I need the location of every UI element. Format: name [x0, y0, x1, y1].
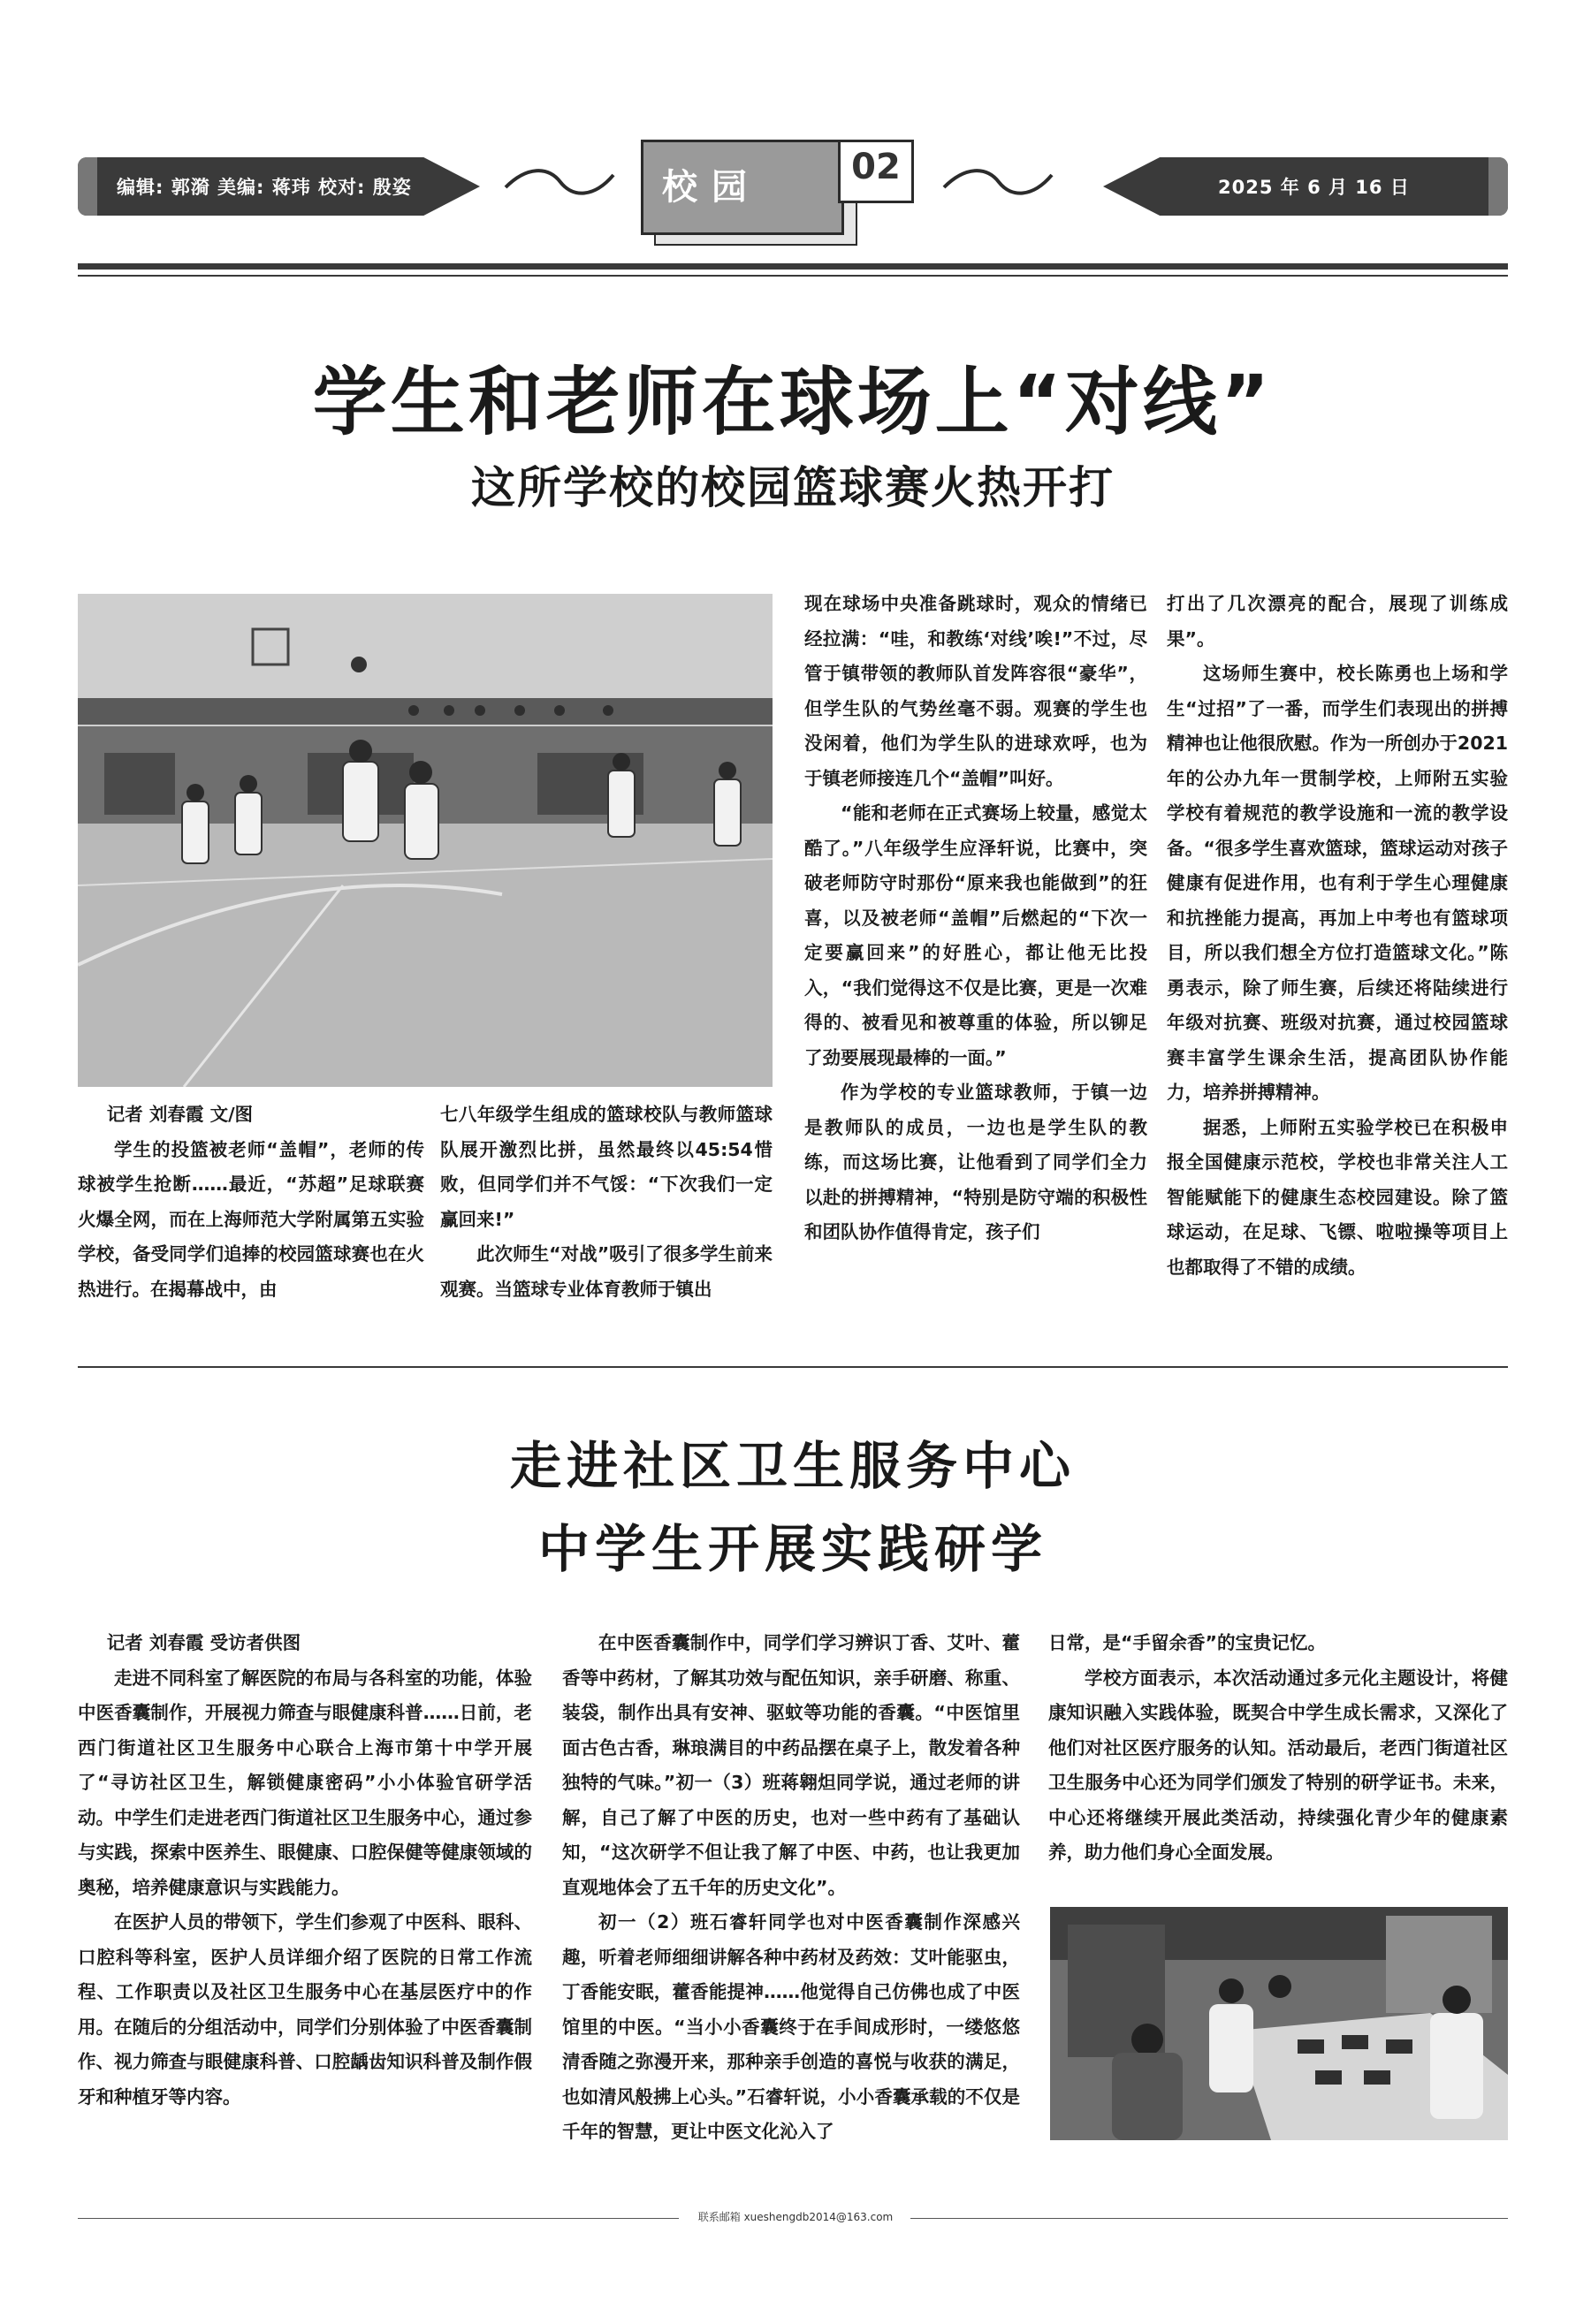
article2-title-line1: 走进社区卫生服务中心	[509, 1436, 1076, 1496]
article1-column-4	[1167, 587, 1508, 1285]
masthead-right-pencil-cap	[1488, 157, 1508, 216]
article1-byline: 记者 刘春霞 文/图	[106, 1104, 254, 1125]
article1-column-3	[804, 587, 1147, 1250]
article1-paragraph: 作为学校的专业篮球教师，于镇一边是教师队的成员，一边也是学生队的教练，而这场比赛，让他看到了同学们全力以赴的拼搏精神，“特别是防守端的积极性和团队协作值得肯定，孩子们	[804, 1082, 1147, 1242]
article1-paragraph: 学生的投篮被老师“盖帽”，老师的传球被学生抢断……最近，“苏超”足球联赛火爆全网，而在上海师范大学附属第五实验学校，备受同学们追捧的校园篮球赛也在火热进行。在揭幕战中，由	[78, 1138, 424, 1300]
article2-byline: 记者 刘春霞 受访者供图	[106, 1632, 301, 1653]
article1-title: 学生和老师在球场上“对线”	[312, 359, 1274, 445]
article1-paragraph: 这场师生赛中，校长陈勇也上场和学生“过招”了一番，而学生们表现出的拼搏精神也让他很欣慰。作为一所创办于2021年的公办九年一贯制学校，上师附五实验学校有着规范的教学设施和一流的教学设备。“很多学生喜欢篮球，篮球运动对孩子健康有促进作用，也有利于学生心理健康和抗挫能力提高，再加上中考也有篮球项目，所以我们想全方位打造篮球文化。”陈勇表示，除了师生赛，后续还将陆续进行年级对抗赛、班级对抗赛，通过校园篮球赛丰富学生课余生活，提高团队协作能力，培养拼搏精神。	[1167, 663, 1508, 1103]
article1-column-1	[78, 1097, 424, 1307]
footer-contact: 联系邮箱 xueshengdb2014@163.com	[697, 2211, 894, 2223]
article1-paragraph: 七八年级学生组成的篮球校队与教师篮球队展开激烈比拼，虽然最终以45:54惜败，但同学们并不气馁：“下次我们一定赢回来!”	[440, 1104, 773, 1230]
clinic-activity-photo	[1050, 1907, 1508, 2140]
masthead-rule-thin	[78, 275, 1508, 277]
section-label: 校园	[662, 167, 761, 208]
article2-title-line2: 中学生开展实践研学	[537, 1519, 1047, 1579]
footer-rule-left	[78, 2218, 679, 2219]
article2-paragraph: 初一（2）班石睿轩同学也对中医香囊制作深感兴趣，听着老师细细讲解各种中药材及药效：艾叶能驱虫，丁香能安眠，藿香能提神……他觉得自己仿佛也成了中医馆里的中医。“当小小香囊终于在手间成形时，一缕悠悠清香随之弥漫开来，那种亲手创造的喜悦与收获的满足，也如清风般拂上心头。”石睿轩说，小小香囊承载的不仅是千年的智慧，更让中医文化沁入了	[562, 1911, 1020, 2142]
page-number: 02	[851, 147, 901, 187]
article1-paragraph: 据悉，上师附五实验学校已在积极申报全国健康示范校，学校也非常关注人工智能赋能下的健康生态校园建设。除了篮球运动，在足球、飞镖、啦啦操等项目上也都取得了不错的成绩。	[1167, 1116, 1508, 1278]
article1-paragraph: “能和老师在正式赛场上较量，感觉太酷了。”八年级学生应泽轩说，比赛中，突破老师防守时那份“原来我也能做到”的狂喜，以及被老师“盖帽”后燃起的“下次一定要赢回来”的好胜心，都让他无比投入，“我们觉得这不仅是比赛，更是一次难得的、被看见和被尊重的体验，所以铆足了劲要展现最棒的一面。”	[804, 802, 1147, 1068]
article2-paragraph: 在中医香囊制作中，同学们学习辨识丁香、艾叶、藿香等中药材，了解其功效与配伍知识，亲手研磨、称重、装袋，制作出具有安神、驱蚊等功能的香囊。“中医馆里面古色古香，琳琅满目的中药品摆在桌子上，散发着各种独特的气味。”初一（3）班蒋翱炟同学说，通过老师的讲解，自己了解了中医的历史，也对一些中药有了基础认知，“这次研学不但让我了解了中医、中药，也让我更加直观地体会了五千年的历史文化”。	[562, 1632, 1020, 1898]
article-divider	[78, 1366, 1508, 1368]
article1-column-2	[440, 1097, 773, 1307]
article2-paragraph: 学校方面表示，本次活动通过多元化主题设计，将健康知识融入实践体验，既契合中学生成长需求，又深化了他们对社区医疗服务的认知。活动最后，老西门街道社区卫生服务中心还为同学们颁发了特别的研学证书。未来，中心还将继续开展此类活动，持续强化青少年的健康素养，助力他们身心全面发展。	[1048, 1667, 1508, 1863]
basketball-photo	[78, 594, 773, 1087]
article2-paragraph: 走进不同科室了解医院的布局与各科室的功能，体验中医香囊制作，开展视力筛查与眼健康科普……日前，老西门街道社区卫生服务中心联合上海市第十中学开展了“寻访社区卫生，解锁健康密码”小小体验官研学活动。中学生们走进老西门街道社区卫生服务中心，通过参与实践，探索中医养生、眼健康、口腔保健等健康领域的奥秘，培养健康意识与实践能力。	[78, 1667, 532, 1898]
article2-column-3	[1048, 1626, 1508, 1871]
footer-rule-right	[910, 2218, 1508, 2219]
masthead-editor-line: 编辑: 郭漪 美编: 蒋玮 校对: 殷姿	[117, 177, 412, 198]
article1-paragraph: 打出了几次漂亮的配合，展现了训练成果”。	[1167, 593, 1508, 649]
article2-paragraph: 在医护人员的带领下，学生们参观了中医科、眼科、口腔科等科室，医护人员详细介绍了医院的日常工作流程、工作职责以及社区卫生服务中心在基层医疗中的作用。在随后的分组活动中，同学们分别体验了中医香囊制作、视力筛查与眼健康科普、口腔龋齿知识科普及制作假牙和种植牙等内容。	[78, 1911, 532, 2108]
article2-column-2	[562, 1626, 1020, 2150]
article1-subtitle: 这所学校的校园篮球赛火热开打	[471, 462, 1115, 513]
left-wave-decoration	[502, 164, 617, 200]
masthead-rule-thick	[78, 263, 1508, 270]
masthead-left-pencil-cap	[78, 157, 97, 216]
right-wave-decoration	[940, 164, 1055, 200]
masthead-date: 2025 年 6 月 16 日	[1218, 177, 1410, 198]
article1-paragraph: 此次师生“对战”吸引了很多学生前来观赛。当篮球专业体育教师于镇出	[440, 1243, 773, 1300]
article2-column-1	[78, 1626, 532, 2115]
article1-paragraph: 现在球场中央准备跳球时，观众的情绪已经拉满：“哇，和教练‘对线’唉!”不过，尽管于镇带领的教师队首发阵容很“豪华”，但学生队的气势丝毫不弱。观赛的学生也没闲着，他们为学生队的进球欢呼，也为于镇老师接连几个“盖帽”叫好。	[804, 593, 1147, 789]
article2-paragraph: 日常，是“手留余香”的宝贵记忆。	[1048, 1632, 1326, 1653]
